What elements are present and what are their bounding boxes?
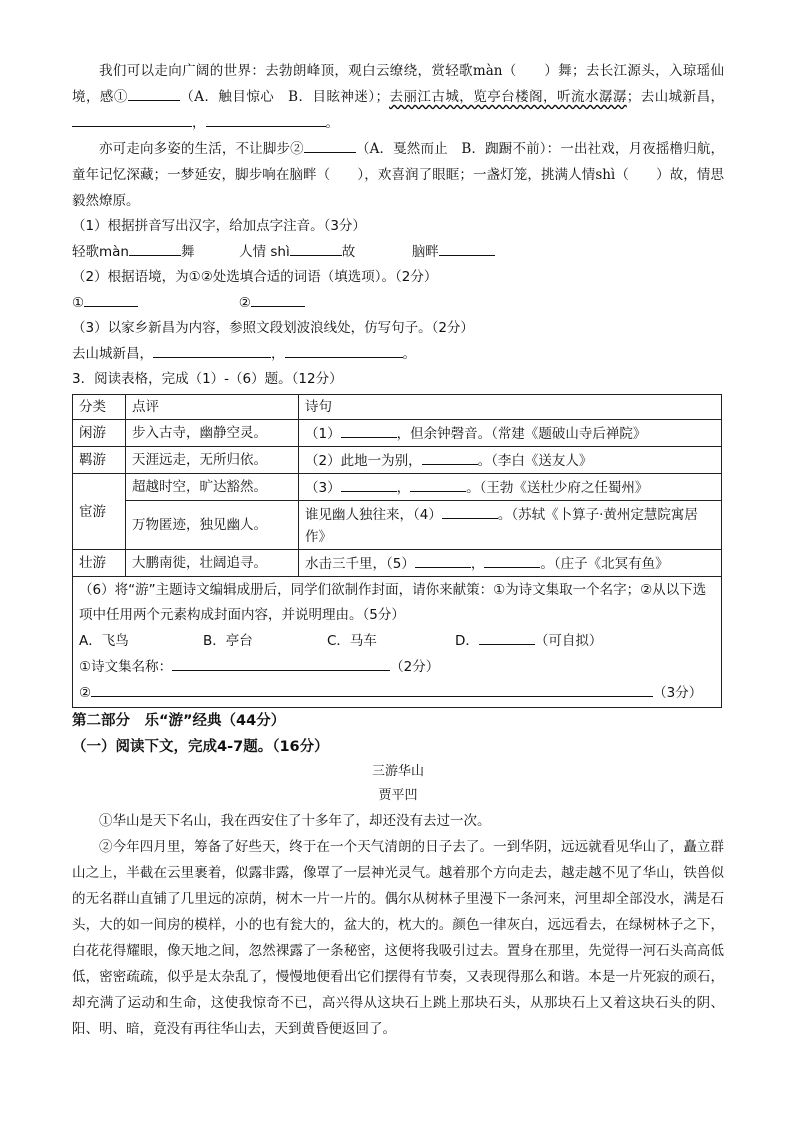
poem-blank-5b[interactable]: [484, 551, 540, 568]
question-3-answer: 去山城新昌， ， 。: [72, 341, 724, 367]
question-2-label: （2）根据语境，为①②处选填合适的词语（填选项）。（2分）: [72, 269, 438, 285]
reason-row: ② （3分）: [79, 680, 715, 706]
question-1-label: （1）根据拼音写出汉字，给加点字注音。（3分）: [72, 218, 366, 234]
table-header-row: [73, 395, 722, 420]
poem-blank-1[interactable]: [341, 421, 397, 438]
poem-table: [72, 394, 722, 708]
essay-title: 三游华山: [371, 764, 424, 779]
poem-blank-3a[interactable]: [341, 475, 397, 492]
header-poem: 诗句: [299, 395, 722, 420]
collection-name-field[interactable]: [172, 654, 390, 671]
option-a[interactable]: A．飞鸟: [79, 633, 129, 649]
question-2-answers: ① ②: [72, 290, 724, 316]
essay-paragraph-1: ①华山是天下名山，我在西安住了十多年了，却还没有去过一次。: [99, 813, 491, 829]
table-row: 羁游 天涯远走，无所归依。 （2）此地一为别， 。（李白《送友人》: [73, 447, 722, 474]
header-comment: 点评: [126, 395, 299, 420]
table-row: 闲游 步入古寺，幽静空灵。 （1） ，但余钟磬音。（常建《题破山寺后禅院》: [73, 420, 722, 447]
poem-blank-4[interactable]: [442, 502, 498, 519]
table-row-question-6: [73, 577, 722, 708]
wavy-underline-sentence: 去丽江古城，览亭台楼阁，听流水潺潺: [389, 89, 627, 105]
blank-imitate-1[interactable]: [72, 110, 192, 127]
essay-paragraph-2: ②今年四月里，筹备了好些天，终于在一个天气清朗的日子去了。一到华阴，远远就看见华山了，矗立群山之上，半截在云里裹着，似露非露，像罩了一层神光灵气。越着那个方向走去，越走越不见了华山，铁兽似的无名群山直铺了几里远的凉荫，树木一片一片的。偶尔从树林子里漫下一条河来，河里却全部没水，满是石头，大的如一间房的模样，小的也有瓮大的，盆大的，枕大的。颜色一律灰白，远远看去，在绿树林子之下，白花花得耀眼，像天地之间，忽然裸露了一条秘密，这便将我吸引过去。置身在那里，先觉得一河石头高高低低，密密疏疏，似乎是太杂乱了，慢慢地便看出它们摆得有节奏，又表现得那么和谐。本是一片死寂的顽石，却充满了运动和生命，这使我惊奇不已，高兴得从这块石上跳上那块石头，从那块石上又着这块石头的阴、阳、明、暗，竟没有再往华山去，天到黄昏便返回了。: [72, 839, 724, 1037]
essay-author: 贾平凹: [378, 788, 418, 803]
option-d[interactable]: D．: [455, 633, 479, 649]
option-c[interactable]: C．马车: [327, 633, 377, 649]
table-row: 万物匿迹，独见幽人。 谁见幽人独往来，（4） 。（苏轼《卜算子·黄州定慧院寓居作》: [73, 501, 722, 550]
part-2-title: 第二部分 乐“游”经典（44分）: [72, 713, 286, 729]
question-1-answers: 轻歌màn 舞 人情 shì 故 脑畔: [72, 239, 724, 265]
question-6-options: A．飞鸟 B．亭台 C．马车 D． （可自拟）: [79, 628, 715, 654]
answer-2-field[interactable]: [251, 290, 305, 307]
table-row: 壮游 大鹏南徙，壮阔追寻。 水击三千里，（5） ， 。（庄子《北冥有鱼》: [73, 550, 722, 577]
imitate-field-2[interactable]: [285, 341, 403, 358]
question-6-text: （6）将“游”主题诗文编辑成册后，同学们欲制作封面，请你来献策：①为诗文集取一个名字；②从以下选项中任用两个元素构成封面内容，并说明理由。（5分）: [79, 582, 707, 623]
answer-man-field[interactable]: [129, 239, 181, 256]
blank-1[interactable]: [128, 84, 180, 101]
intro-paragraph-2: 亦可走向多姿的生活，不让脚步② （A．戛然而止 B．踟蹰不前）：一出社戏，月夜摇橹归航，童年记忆深藏；一梦延安，脚步响在脑畔（ ），欢喜润了眼眶；一盏灯笼，挑满人情shì（ ）故，情思毅然燎原。: [72, 136, 724, 214]
header-category: 分类: [73, 395, 126, 420]
poem-blank-5a[interactable]: [415, 551, 471, 568]
answer-shi-field[interactable]: [290, 239, 342, 256]
table-row: 宦游 超越时空，旷达豁然。 （3） ， 。（王勃《送杜少府之任蜀州》: [73, 474, 722, 501]
question-3-label: （3）以家乡新昌为内容，参照文段划波浪线处，仿写句子。（2分）: [72, 320, 474, 336]
option-d-field[interactable]: [479, 628, 535, 645]
imitate-field-1[interactable]: [153, 341, 271, 358]
collection-name-row: ①诗文集名称： （2分）: [79, 654, 715, 680]
reading-section-title: （一）阅读下文，完成4-7题。（16分）: [72, 739, 329, 755]
answer-1-field[interactable]: [84, 290, 138, 307]
exam-page: [72, 58, 724, 1042]
option-b[interactable]: B．亭台: [203, 633, 253, 649]
question-table-title: 3．阅读表格，完成（1）-（6）题。（12分）: [72, 371, 343, 387]
intro-paragraph-1: 我们可以走向广阔的世界：去勃朗峰顶，观白云缭绕，赏轻歌màn（ ）舞；去长江源头，入琼瑶仙境，感① （A．触目惊心 B．目眩神迷）；去丽江古城，览亭台楼阁，听流水潺潺；去山城新昌，， 。: [72, 63, 725, 131]
poem-blank-2[interactable]: [422, 448, 478, 465]
answer-naopan-field[interactable]: [439, 239, 495, 256]
poem-blank-3b[interactable]: [410, 475, 466, 492]
blank-imitate-2[interactable]: [206, 110, 326, 127]
blank-2[interactable]: [304, 136, 356, 153]
reason-field[interactable]: [91, 680, 653, 697]
